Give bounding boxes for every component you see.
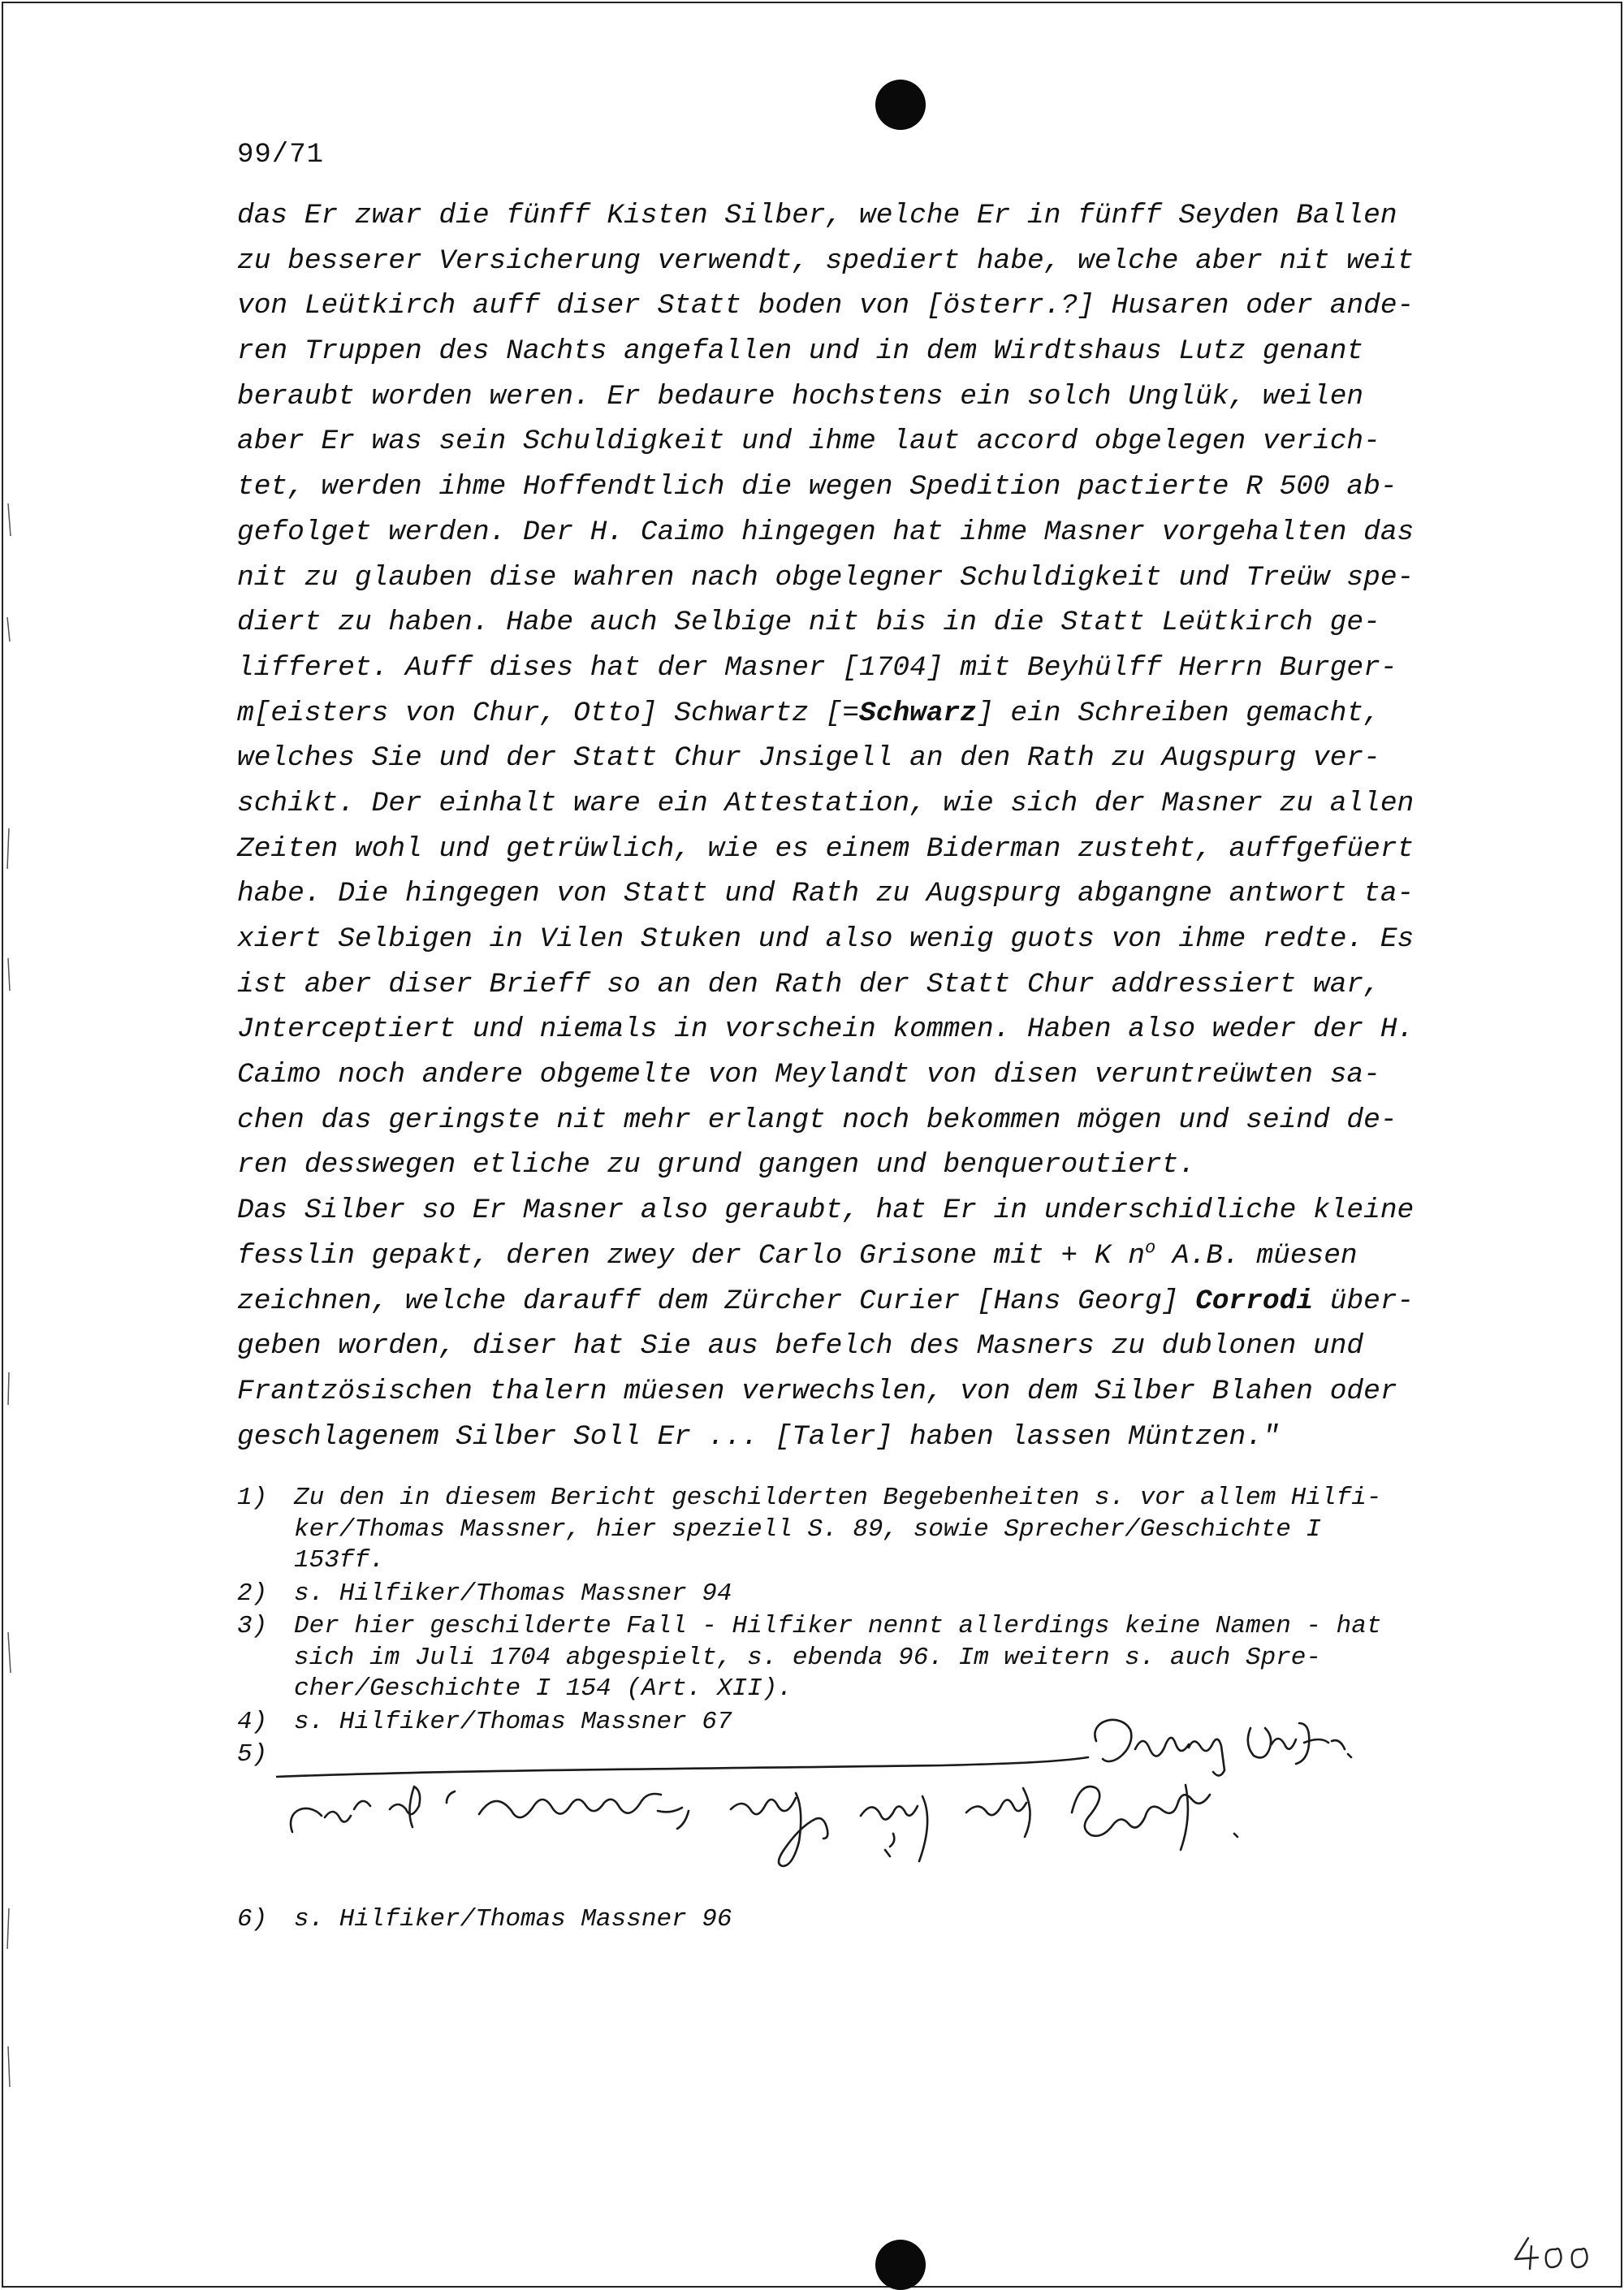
text-line: von Leütkirch auff diser Statt boden von [österr.?] Husaren oder ande-: [237, 290, 1415, 322]
bold-name: Schwarz: [859, 697, 977, 729]
text-segment: ] ein Schreiben gemacht,: [976, 697, 1380, 729]
footnote-number: 1): [237, 1484, 268, 1512]
scan-margin-marks: [3, 0, 15, 2289]
footnote-line: Der hier geschilderte Fall - Hilfiker nennt allerdings keine Namen - hat: [294, 1612, 1382, 1640]
text-segment: über-: [1313, 1285, 1415, 1317]
text-line: geschlagenem Silber Soll Er ... [Taler] haben lassen Müntzen.": [237, 1420, 1280, 1453]
text-line: zu besserer Versicherung verwendt, spediert habe, welche aber nit weit: [237, 244, 1415, 277]
text-line: nit zu glauben dise wahren nach obgelegner Schuldigkeit und Treüw spe-: [237, 561, 1415, 594]
text-line: [237, 1234, 1479, 1279]
footnote-number: 5): [237, 1740, 268, 1769]
text-segment: fesslin gepakt, deren zwey der Carlo Grisone mit + K n: [237, 1239, 1145, 1272]
footnote-line: 153ff.: [294, 1546, 385, 1575]
text-line: welches Sie und der Statt Chur Jnsigell an den Rath zu Augspurg ver-: [237, 742, 1380, 775]
text-line: ist aber diser Brieff so an den Rath der Statt Chur addressiert war,: [237, 968, 1380, 1000]
text-line: tet, werden ihme Hoffendtlich die wegen Spedition pactierte R 500 ab-: [237, 471, 1397, 503]
page-number: 99/71: [237, 140, 325, 171]
text-line: Das Silber so Er Masner also geraubt, hat Er in underschidliche kleine: [237, 1195, 1415, 1227]
footnote-line: s. Hilfiker/Thomas Massner 67: [294, 1707, 732, 1736]
text-line: das Er zwar die fünff Kisten Silber, welche Er in fünff Seyden Ballen: [237, 200, 1397, 231]
footnote-line: cher/Geschichte I 154 (Art. XII).: [294, 1674, 793, 1703]
text-segment: m[eisters von Chur, Otto] Schwartz [=: [237, 697, 860, 729]
text-line: geben worden, diser hat Sie aus befelch des Masners zu dublonen und: [237, 1330, 1364, 1363]
text-line: xiert Selbigen in Vilen Stuken und also wenig guots von ihme redte. Es: [237, 923, 1415, 955]
text-line: Caimo noch andere obgemelte von Meylandt von disen veruntreüwten sa-: [237, 1059, 1380, 1091]
handwritten-annotation: [276, 1712, 1380, 1882]
text-line: Frantzösischen thalern müesen verwechslen, von dem Silber Blahen oder: [237, 1375, 1397, 1407]
punch-hole-top: [875, 80, 926, 130]
text-line: aber Er was sein Schuldigkeit und ihme laut accord obgelegen verich-: [237, 426, 1380, 458]
text-line: lifferet. Auff dises hat der Masner [1704] mit Beyhülff Herrn Burger-: [237, 651, 1397, 684]
text-line: ren Truppen des Nachts angefallen und in dem Wirdtshaus Lutz genant: [237, 335, 1364, 368]
text-line: habe. Die hingegen von Statt und Rath zu Augspurg abgangne antwort ta-: [237, 878, 1415, 910]
footnote-number: 3): [237, 1612, 268, 1640]
footnote-line: sich im Juli 1704 abgespielt, s. ebenda 96. Im weitern s. auch Spre-: [294, 1643, 1322, 1672]
punch-hole-bottom: [875, 2240, 926, 2290]
footnote-number: 4): [237, 1707, 268, 1736]
body-text: [237, 193, 1479, 1459]
text-line: Jnterceptiert und niemals in vorschein kommen. Haben also weder der H.: [237, 1013, 1415, 1046]
text-line: [237, 1279, 1479, 1324]
footnote: [237, 1579, 1496, 1610]
text-line: beraubt worden weren. Er bedaure hochstens ein solch Unglük, weilen: [237, 380, 1364, 413]
footnote-number: 2): [237, 1579, 268, 1608]
text-line: Zeiten wohl und getrüwlich, wie es einem Biderman zusteht, auffgefüert: [237, 832, 1415, 865]
bold-name: Corrodi: [1195, 1285, 1314, 1317]
footnote-line: Zu den in diesem Bericht geschilderten Begebenheiten s. vor allem Hilfi-: [294, 1484, 1382, 1512]
footnote-line: s. Hilfiker/Thomas Massner 94: [294, 1579, 732, 1608]
footnote: [237, 1483, 1496, 1577]
text-line: schikt. Der einhalt ware ein Attestation, wie sich der Masner zu allen: [237, 787, 1415, 819]
footnote: [237, 1611, 1496, 1705]
text-line: ren desswegen etliche zu grund gangen und benqueroutiert.: [237, 1149, 1196, 1182]
footnote-line: ker/Thomas Massner, hier speziell S. 89, sowie Sprecher/Geschichte I: [294, 1514, 1322, 1544]
footnote-number: 6): [237, 1905, 268, 1934]
text-line: [237, 691, 1479, 737]
text-line: gefolget werden. Der H. Caimo hingegen hat ihme Masner vorgehalten das: [237, 516, 1415, 548]
footnote-6: [237, 1904, 732, 1936]
text-line: diert zu haben. Habe auch Selbige nit bis in die Statt Leütkirch ge-: [237, 607, 1380, 639]
text-segment: A.B. müesen: [1155, 1239, 1358, 1272]
superscript: o: [1144, 1238, 1156, 1259]
text-line: chen das geringste nit mehr erlangt noch bekommen mögen und seind de-: [237, 1104, 1397, 1136]
footnote-line: s. Hilfiker/Thomas Massner 96: [294, 1905, 732, 1934]
text-segment: zeichnen, welche darauff dem Zürcher Curier [Hans Georg]: [237, 1285, 1196, 1317]
handwritten-archive-number: [1510, 2233, 1600, 2274]
